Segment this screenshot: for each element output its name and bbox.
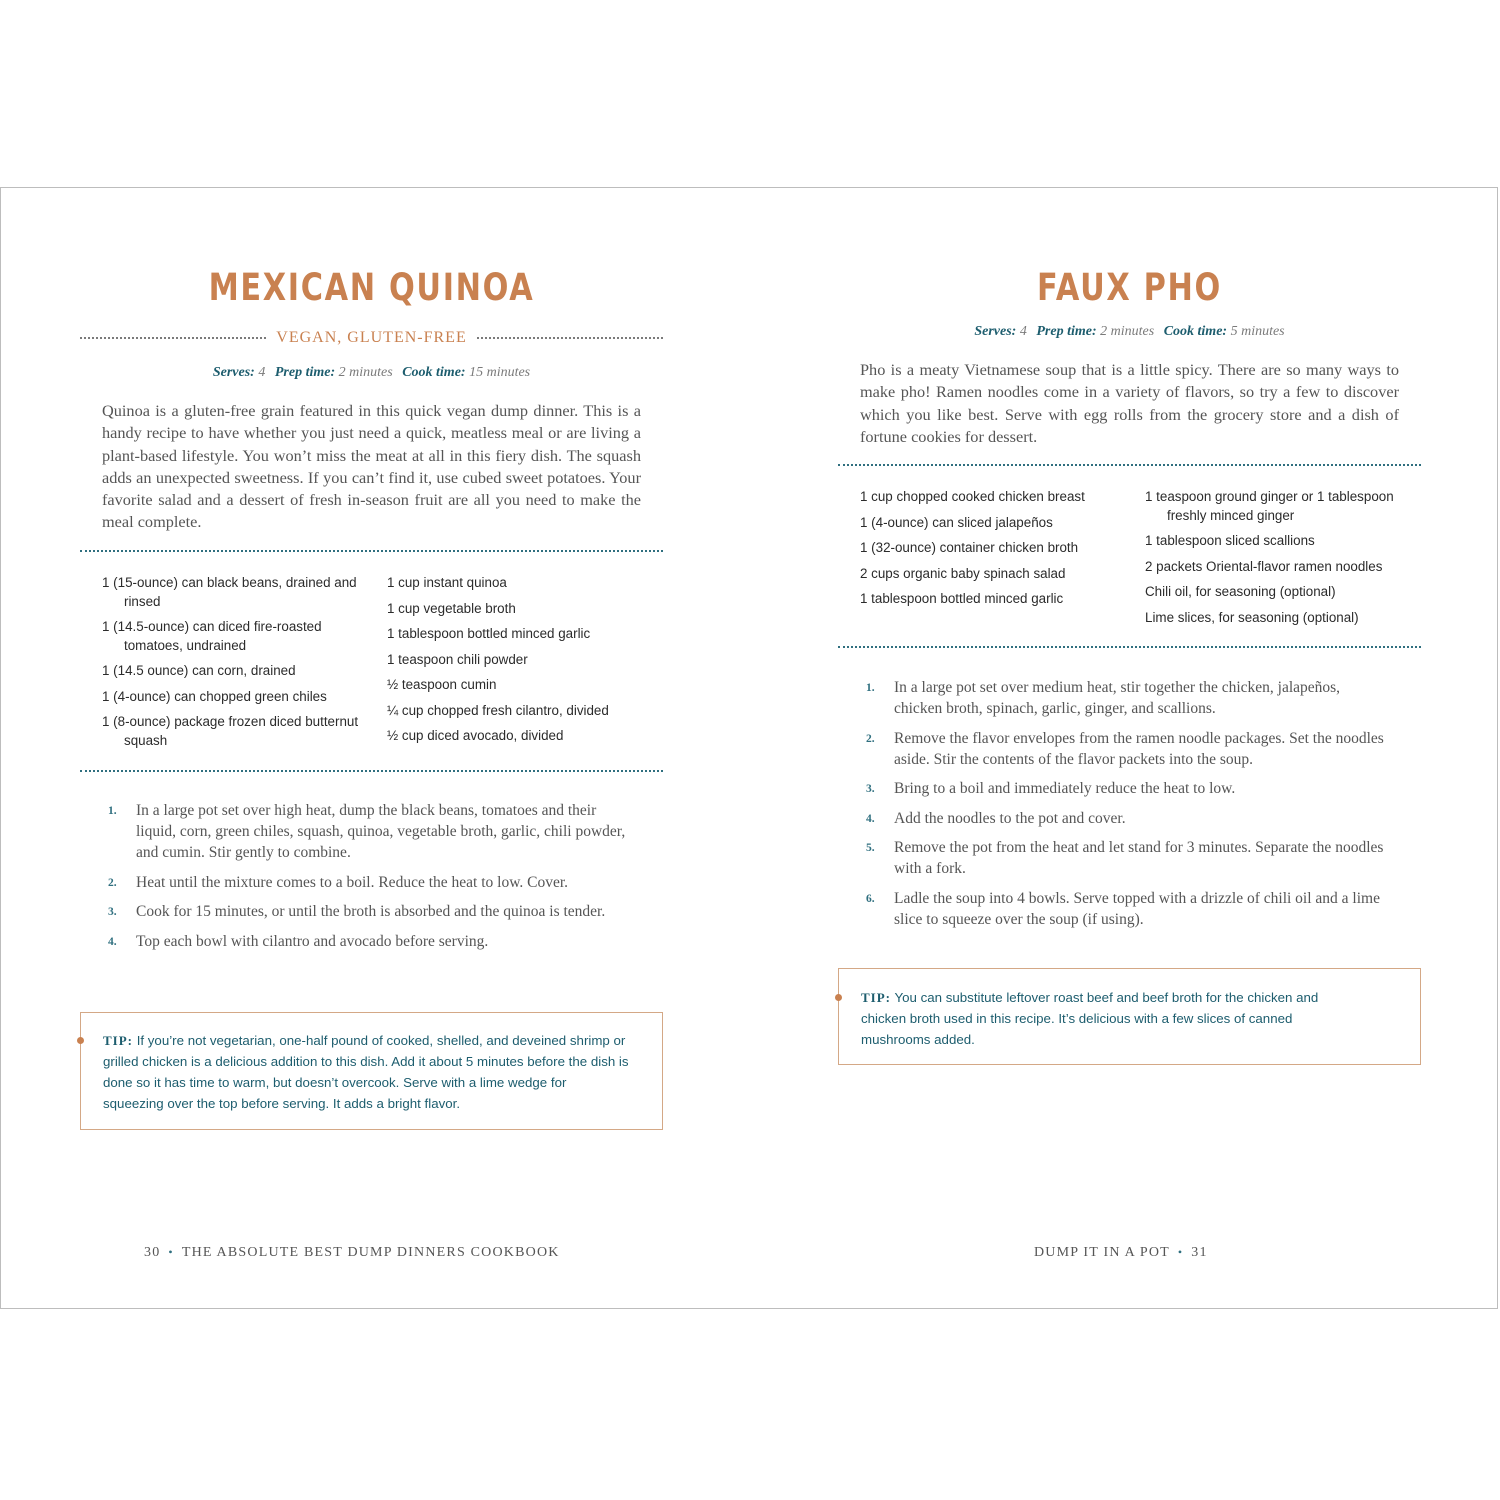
serves-value: 4: [1019, 324, 1027, 339]
step-item: [102, 872, 632, 893]
recipe-title: MEXICAN QUINOA: [208, 266, 535, 309]
ingredient-item: 1 (14.5 ounce) can corn, drained: [102, 663, 296, 678]
ingredient-item: 2 packets Oriental-flavor ramen noodles: [1145, 558, 1383, 574]
dotted-rule: [80, 770, 663, 772]
step-text: Remove the flavor envelopes from the ramen noodle packages. Set the noodles aside. Stir the contents of the flavor packets into the soup.: [894, 729, 1384, 768]
step-text: Cook for 15 minutes, or until the broth is absorbed and the quinoa is tender.: [136, 903, 606, 920]
step-item: [860, 808, 1390, 829]
recipe-steps: [860, 677, 1390, 938]
prep-value: 2 minutes: [1100, 324, 1155, 339]
tip-bullet: [77, 1037, 84, 1044]
dotted-divider: [477, 337, 663, 339]
step-item: [860, 837, 1390, 879]
ingredient-item: Chili oil, for seasoning (optional): [1145, 584, 1336, 599]
ingredient-item: 2 cups organic baby spinach salad: [860, 565, 1066, 581]
ingredient-item: 1 (4-ounce) can chopped green chiles: [102, 688, 327, 704]
dotted-rule: [838, 646, 1421, 648]
step-item: [860, 888, 1390, 930]
page-number: 31: [1191, 1245, 1208, 1260]
ingredient-item: 1 tablespoon bottled minced garlic: [387, 626, 591, 641]
step-number: 2.: [866, 732, 875, 745]
dotted-rule: [80, 550, 663, 552]
running-head: DUMP IT IN A POT: [1034, 1245, 1170, 1260]
serves-value: 4: [258, 365, 266, 380]
recipe-intro: Quinoa is a gluten-free grain featured in this quick vegan dump dinner. This is a handy recipe to have whether you just need a quick, meatless meal or are living a plant-based lifestyle. You won’t miss the meat at all in this fiery dish. The squash adds an unexpected sweetness. If you can’t find it, use cubed sweet potatoes. Your favorite salad and a dessert of fresh in-season fruit are all you need to make the meal complete.: [102, 401, 641, 532]
step-item: [102, 901, 632, 922]
running-head: THE ABSOLUTE BEST DUMP DINNERS COOKBOOK: [181, 1245, 560, 1260]
step-number: 1.: [108, 805, 117, 817]
cook-label: Cook time:: [402, 365, 466, 380]
step-text: In a large pot set over medium heat, stir together the chicken, jalapeños, chicken broth, spinach, garlic, ginger, and scallions.: [894, 679, 1341, 717]
prep-label: Prep time:: [274, 365, 336, 380]
step-number: 4.: [108, 935, 117, 948]
step-item: [860, 677, 1390, 719]
prep-label: Prep time:: [1036, 324, 1097, 339]
ingredient-item: 1 cup vegetable broth: [387, 600, 516, 616]
step-text: In a large pot set over high heat, dump the black beans, tomatoes and their liquid, corn, green chiles, squash, quinoa, vegetable broth, garlic, chili powder, and cumin. Stir gently to combine.: [136, 802, 626, 861]
ingredients-column-2: [387, 574, 657, 753]
ingredient-item: ½ cup diced avocado, divided: [387, 728, 564, 743]
page-footer: DUMP IT IN A POT • 31: [1034, 1245, 1208, 1260]
step-number: 1.: [866, 682, 875, 694]
step-number: 3.: [866, 783, 875, 795]
cook-label: Cook time:: [1163, 324, 1228, 339]
ingredient-item: Lime slices, for seasoning (optional): [1145, 609, 1359, 625]
recipe-title: FAUX PHO: [1037, 266, 1222, 309]
recipe-meta: [838, 324, 1421, 340]
ingredient-item: 1 (14.5-ounce) can diced fire-roasted tomatoes, undrained: [102, 619, 322, 653]
dotted-divider: [80, 337, 266, 339]
ingredients-column-2: [1145, 488, 1415, 634]
book-spread: [0, 187, 1498, 1309]
step-number: 4.: [866, 812, 875, 825]
step-number: 5.: [866, 842, 875, 854]
left-page: [80, 188, 663, 1308]
tip-label: TIP:: [861, 990, 891, 1005]
step-item: [860, 778, 1390, 799]
step-text: Heat until the mixture comes to a boil. Reduce the heat to low. Cover.: [136, 873, 569, 891]
cook-value: 15 minutes: [469, 365, 531, 380]
tip-label: TIP:: [103, 1033, 133, 1048]
serves-label: Serves:: [212, 365, 255, 380]
recipe-intro: Pho is a meaty Vietnamese soup that is a little spicy. There are so many ways to make pho! Ramen noodles come in a variety of flavors, so try a few to discover which you like best. Serve with egg rolls from the grocery store and a dish of fortune cookies for dessert.: [860, 360, 1399, 446]
ingredient-item: 1 (8-ounce) package frozen diced butternut squash: [102, 714, 359, 748]
step-text: Bring to a boil and immediately reduce the heat to low.: [894, 780, 1236, 797]
page-number: 30: [144, 1245, 161, 1260]
ingredient-item: 1 teaspoon ground ginger or 1 tablespoon freshly minced ginger: [1145, 489, 1394, 523]
ingredient-item: 1 (4-ounce) can sliced jalapeños: [860, 514, 1053, 530]
tip-box: [80, 1012, 663, 1130]
step-number: 3.: [108, 906, 117, 918]
ingredients-column-1: [860, 488, 1130, 616]
tip-text: You can substitute leftover roast beef and beef broth for the chicken and chicken broth used in this recipe. It’s delicious with a few slices of canned mushrooms added.: [861, 990, 1319, 1047]
ingredient-item: 1 cup instant quinoa: [387, 575, 507, 590]
step-number: 2.: [108, 876, 117, 889]
page-footer: 30 • THE ABSOLUTE BEST DUMP DINNERS COOKBOOK: [144, 1245, 560, 1260]
prep-value: 2 minutes: [338, 365, 393, 380]
step-item: [102, 800, 632, 863]
tip-box: [838, 968, 1421, 1065]
step-text: Ladle the soup into 4 bowls. Serve topped with a drizzle of chili oil and a lime slice to squeeze over the soup (if using).: [894, 889, 1380, 928]
step-item: [860, 728, 1390, 770]
step-text: Remove the pot from the heat and let stand for 3 minutes. Separate the noodles with a fork.: [894, 839, 1384, 877]
step-text: Add the noodles to the pot and cover.: [894, 809, 1126, 827]
dotted-rule: [838, 464, 1421, 466]
ingredient-item: 1 (32-ounce) container chicken broth: [860, 540, 1079, 555]
cook-value: 5 minutes: [1230, 324, 1285, 339]
ingredient-item: ¼ cup chopped fresh cilantro, divided: [387, 702, 609, 718]
ingredient-item: 1 cup chopped cooked chicken breast: [860, 489, 1085, 504]
ingredient-item: 1 (15-ounce) can black beans, drained and rinsed: [102, 575, 357, 609]
step-number: 6.: [866, 892, 875, 905]
ingredients-column-1: [102, 574, 372, 757]
ingredient-item: 1 tablespoon sliced scallions: [1145, 533, 1315, 548]
recipe-tagline: VEGAN, GLUTEN-FREE: [276, 329, 467, 346]
tip-text: If you’re not vegetarian, one-half pound of cooked, shelled, and deveined shrimp or grilled chicken is a delicious addition to this dish. Add it about 5 minutes before the dish is done so it has time to warm, but doesn’t overcook. Serve with a lime wedge for squeezing over the top before serving. It adds a bright flavor.: [103, 1033, 629, 1111]
step-item: [102, 931, 632, 952]
right-page: [838, 188, 1421, 1308]
ingredient-item: 1 tablespoon bottled minced garlic: [860, 591, 1064, 606]
step-text: Top each bowl with cilantro and avocado before serving.: [136, 932, 489, 950]
recipe-steps: [102, 800, 632, 960]
ingredient-item: 1 teaspoon chili powder: [387, 651, 528, 667]
serves-label: Serves:: [974, 324, 1017, 339]
ingredient-item: ½ teaspoon cumin: [387, 677, 497, 692]
tip-bullet: [835, 994, 842, 1001]
recipe-meta: [80, 365, 663, 381]
tagline-row: [80, 329, 663, 347]
